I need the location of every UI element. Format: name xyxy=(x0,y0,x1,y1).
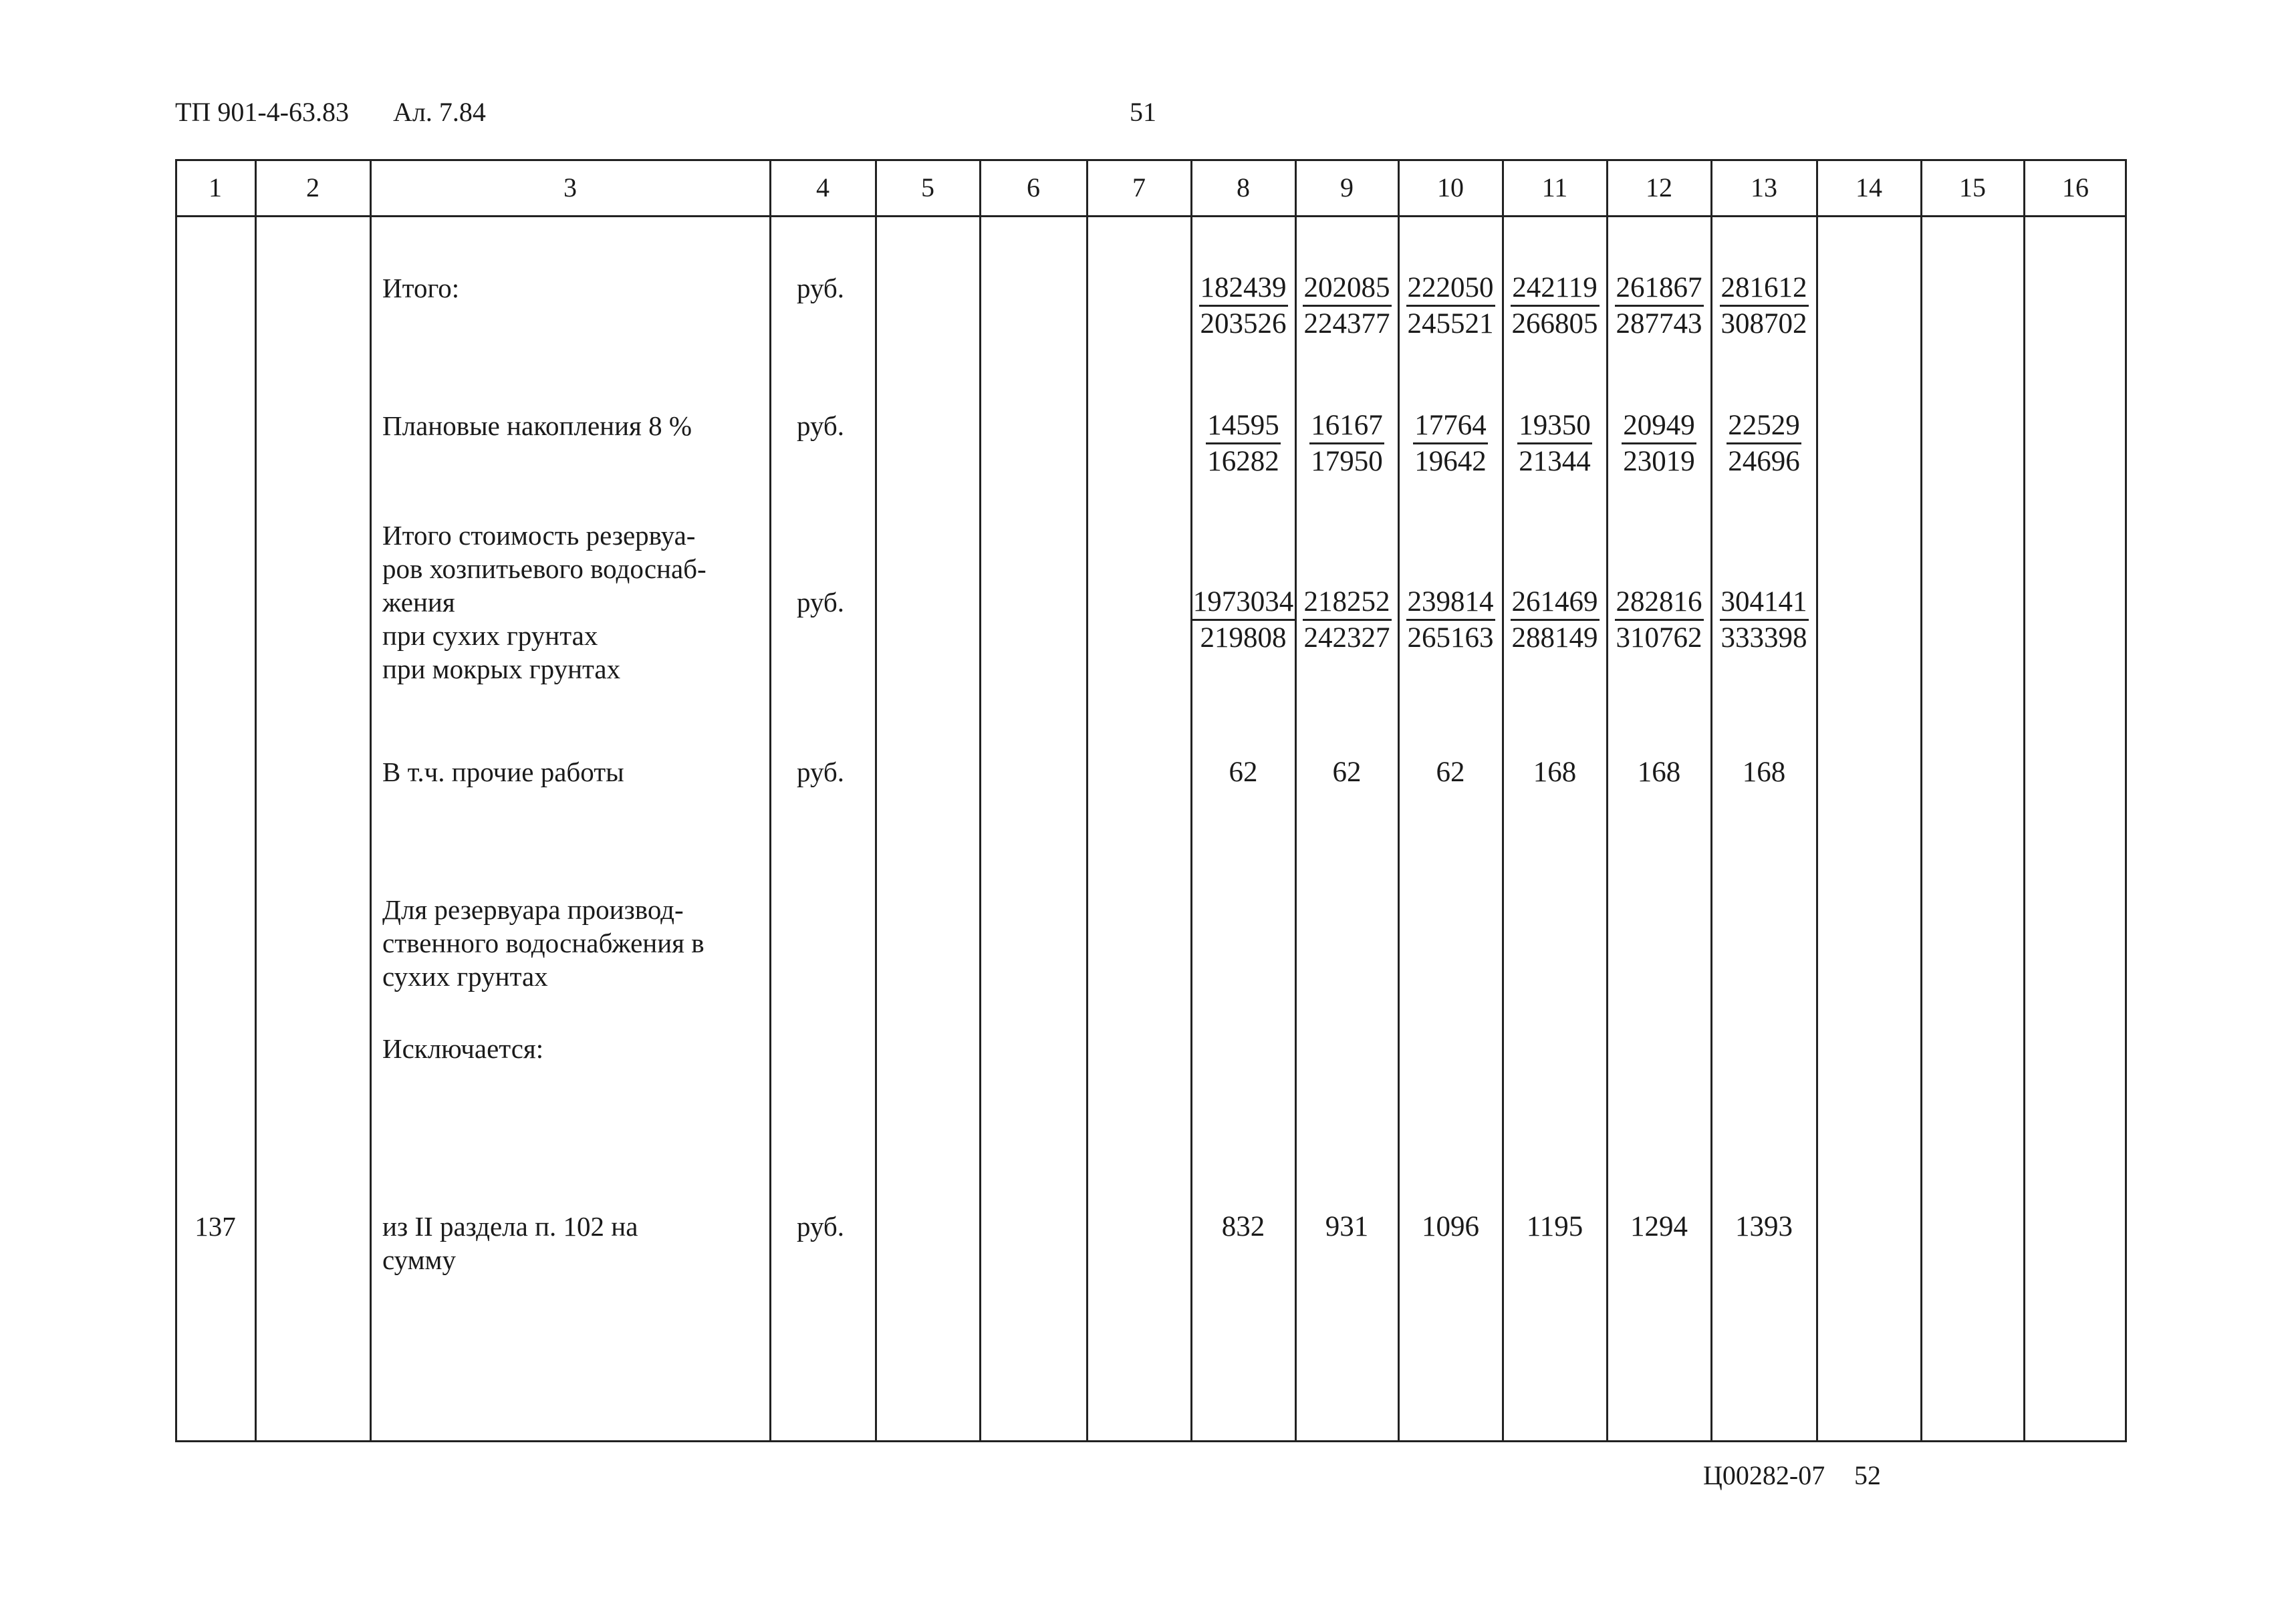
value-wet: 265163 xyxy=(1407,622,1494,654)
value-dry: 261867 xyxy=(1615,271,1704,307)
value-wet: 219808 xyxy=(1200,622,1287,654)
value-dry: 242119 xyxy=(1511,271,1600,307)
label-line: В т.ч. прочие работы xyxy=(382,757,624,787)
value-cell: 168 xyxy=(1637,757,1681,788)
value-cell xyxy=(1295,271,1398,342)
column-header: 3 xyxy=(563,172,577,203)
row-label xyxy=(382,1210,638,1277)
value-cell: 1096 xyxy=(1422,1211,1479,1242)
column-header: 8 xyxy=(1237,172,1250,203)
column-header: 7 xyxy=(1132,172,1146,203)
row-unit: руб. xyxy=(797,587,845,618)
value-cell xyxy=(1607,409,1711,479)
value-wet: 23019 xyxy=(1623,446,1695,477)
column-header: 5 xyxy=(921,172,934,203)
column-divider xyxy=(1086,159,1088,1442)
value-dry: 281612 xyxy=(1720,271,1809,307)
value-cell: 931 xyxy=(1325,1211,1369,1242)
cost-table xyxy=(175,159,2127,1442)
value-wet: 21344 xyxy=(1519,446,1591,477)
value-cell xyxy=(1398,585,1503,656)
value-cell: 1294 xyxy=(1630,1211,1688,1242)
value-cell xyxy=(1191,585,1295,656)
value-cell: 62 xyxy=(1436,757,1465,788)
value-cell xyxy=(1295,409,1398,479)
column-header: 13 xyxy=(1751,172,1777,203)
column-divider xyxy=(1710,159,1712,1442)
label-line: Итого: xyxy=(382,273,460,303)
value-wet: 24696 xyxy=(1728,446,1800,477)
value-wet: 17950 xyxy=(1311,446,1383,477)
row-unit: руб. xyxy=(797,1211,845,1242)
value-wet: 203526 xyxy=(1200,308,1287,340)
column-divider xyxy=(1295,159,1297,1442)
label-line: Итого стоимость резервуа- xyxy=(382,520,696,551)
value-cell xyxy=(1503,585,1607,656)
row-unit: руб. xyxy=(797,410,845,441)
row-unit: руб. xyxy=(797,757,845,787)
row-label xyxy=(382,271,459,305)
column-header: 11 xyxy=(1541,172,1568,203)
document-code: ТП 901-4-63.83 xyxy=(175,97,349,127)
value-wet: 242327 xyxy=(1303,622,1390,654)
album-number: Ал. 7.84 xyxy=(393,97,486,127)
value-wet: 224377 xyxy=(1303,308,1390,340)
label-line: ров хозпитьевого водоснаб- xyxy=(382,553,707,584)
row-label xyxy=(382,1032,543,1065)
label-line: при мокрых грунтах xyxy=(382,654,621,684)
column-header: 4 xyxy=(816,172,830,203)
value-cell xyxy=(1711,409,1817,479)
column-header: 14 xyxy=(1856,172,1882,203)
value-cell xyxy=(1503,409,1607,479)
value-wet: 287743 xyxy=(1616,308,1702,340)
value-cell xyxy=(1398,409,1503,479)
column-header: 15 xyxy=(1959,172,1986,203)
value-wet: 245521 xyxy=(1407,308,1494,340)
value-dry: 282816 xyxy=(1615,585,1704,621)
value-wet: 310762 xyxy=(1616,622,1702,654)
label-line: сумму xyxy=(382,1244,457,1275)
value-dry: 19350 xyxy=(1517,409,1592,444)
column-divider xyxy=(1606,159,1608,1442)
value-wet: 288149 xyxy=(1511,622,1598,654)
value-wet: 19642 xyxy=(1414,446,1487,477)
value-dry: 218252 xyxy=(1303,585,1392,621)
label-line: Исключается: xyxy=(382,1033,544,1064)
column-divider xyxy=(1190,159,1192,1442)
value-cell xyxy=(1295,585,1398,656)
value-dry: 22529 xyxy=(1727,409,1801,444)
column-divider xyxy=(979,159,981,1442)
column-header: 6 xyxy=(1027,172,1040,203)
column-header: 12 xyxy=(1646,172,1672,203)
label-line: ственного водоснабжения в xyxy=(382,928,705,958)
value-dry: 182439 xyxy=(1199,271,1288,307)
value-cell: 168 xyxy=(1533,757,1577,788)
row-label xyxy=(382,755,624,789)
column-divider xyxy=(875,159,877,1442)
value-cell xyxy=(1711,271,1817,342)
value-cell: 62 xyxy=(1229,757,1258,788)
page-number: 51 xyxy=(1130,97,1156,127)
value-cell: 62 xyxy=(1332,757,1362,788)
value-cell: 832 xyxy=(1221,1211,1265,1242)
value-dry: 239814 xyxy=(1406,585,1495,621)
value-wet: 333398 xyxy=(1720,622,1807,654)
column-divider xyxy=(2023,159,2025,1442)
value-dry: 16167 xyxy=(1309,409,1384,444)
value-cell xyxy=(1398,271,1503,342)
label-line: Для резервуара производ- xyxy=(382,894,684,925)
column-divider xyxy=(255,159,257,1442)
value-cell: 1393 xyxy=(1735,1211,1793,1242)
value-wet: 308702 xyxy=(1720,308,1807,340)
footer-code: Ц00282-07 xyxy=(1703,1460,1825,1490)
row-label xyxy=(382,409,692,442)
value-cell xyxy=(1711,585,1817,656)
label-line: при сухих грунтах xyxy=(382,620,598,651)
value-dry: 1973034 xyxy=(1192,585,1295,621)
column-header: 16 xyxy=(2062,172,2089,203)
label-line: жения xyxy=(382,587,455,618)
column-header: 9 xyxy=(1340,172,1354,203)
row-label xyxy=(382,519,707,686)
value-wet: 266805 xyxy=(1511,308,1598,340)
value-dry: 17764 xyxy=(1413,409,1488,444)
column-divider xyxy=(1502,159,1504,1442)
value-dry: 14595 xyxy=(1206,409,1281,444)
value-cell xyxy=(1503,271,1607,342)
column-divider xyxy=(1398,159,1400,1442)
header-divider xyxy=(175,215,2127,217)
value-dry: 202085 xyxy=(1303,271,1392,307)
value-dry: 20949 xyxy=(1622,409,1696,444)
row-label xyxy=(382,893,705,993)
value-wet: 16282 xyxy=(1207,446,1279,477)
column-header: 10 xyxy=(1437,172,1464,203)
value-cell xyxy=(1607,585,1711,656)
value-cell xyxy=(1607,271,1711,342)
column-header: 1 xyxy=(209,172,222,203)
footer-page-number: 52 xyxy=(1854,1460,1881,1490)
column-divider xyxy=(1920,159,1922,1442)
column-divider xyxy=(370,159,372,1442)
value-cell: 1195 xyxy=(1526,1211,1583,1242)
label-line: сухих грунтах xyxy=(382,961,548,992)
label-line: из II раздела п. 102 на xyxy=(382,1211,638,1242)
row-number: 137 xyxy=(195,1211,236,1242)
row-unit: руб. xyxy=(797,273,845,303)
value-cell: 168 xyxy=(1742,757,1786,788)
label-line: Плановые накопления 8 % xyxy=(382,410,692,441)
value-dry: 222050 xyxy=(1406,271,1495,307)
column-divider xyxy=(769,159,771,1442)
column-divider xyxy=(1816,159,1818,1442)
column-header: 2 xyxy=(306,172,320,203)
value-dry: 304141 xyxy=(1720,585,1809,621)
value-dry: 261469 xyxy=(1511,585,1600,621)
value-cell xyxy=(1191,271,1295,342)
value-cell xyxy=(1191,409,1295,479)
